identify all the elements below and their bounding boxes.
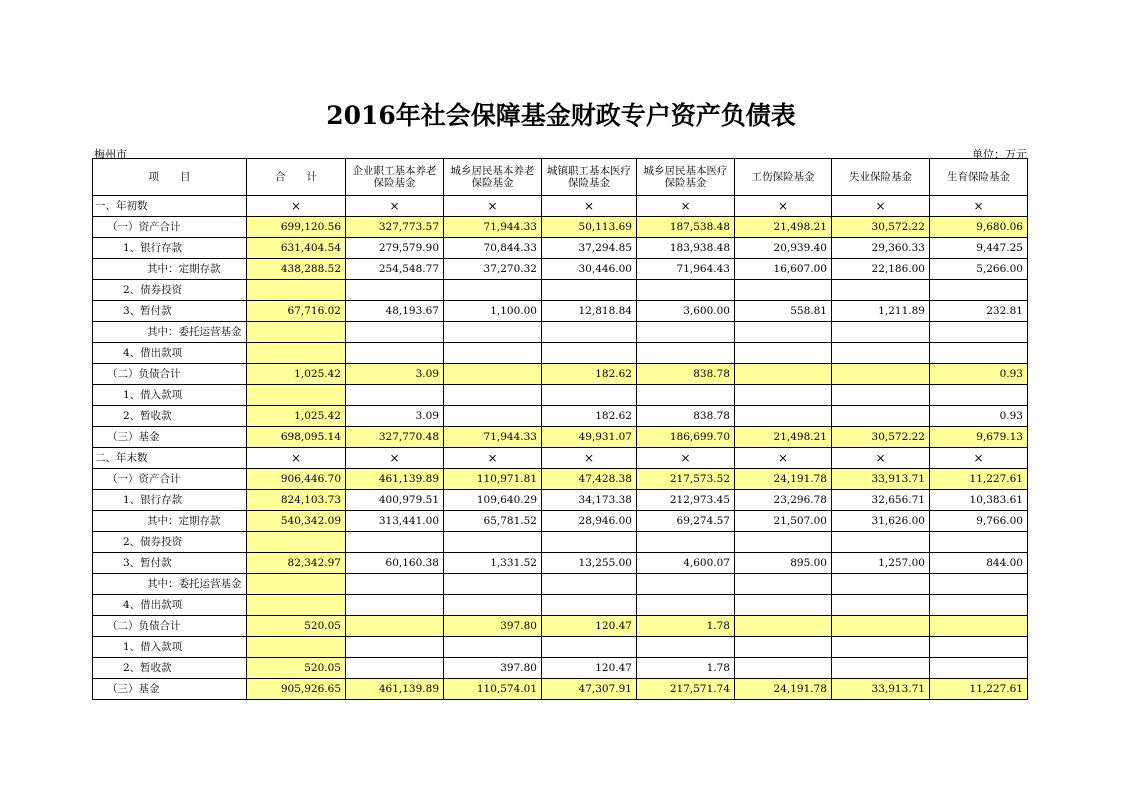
table-cell: 1,331.52 (444, 553, 542, 574)
table-cell (542, 595, 637, 616)
table-cell: 254,548.77 (346, 259, 444, 280)
table-row (93, 553, 1028, 574)
table-cell (444, 322, 542, 343)
table-cell (735, 364, 832, 385)
table-cell (832, 343, 930, 364)
col-header-employee-medical: 城镇职工基本医疗保险基金 (542, 159, 637, 196)
table-cell: 217,573.52 (637, 469, 735, 490)
balance-sheet-table (92, 158, 1028, 700)
table-row (93, 448, 1028, 469)
table-row (93, 637, 1028, 658)
row-label: （三）基金 (93, 427, 247, 448)
row-label: 2、债券投资 (93, 532, 247, 553)
table-cell (346, 322, 444, 343)
col-header-enterprise-pension: 企业职工基本养老保险基金 (346, 159, 444, 196)
table-cell: × (930, 196, 1028, 217)
table-cell (247, 280, 346, 301)
row-label: 1、银行存款 (93, 490, 247, 511)
table-cell (247, 574, 346, 595)
table-cell: 327,770.48 (346, 427, 444, 448)
table-cell (832, 364, 930, 385)
header-row (93, 159, 1028, 196)
table-cell: × (930, 448, 1028, 469)
table-cell: 13,255.00 (542, 553, 637, 574)
table-cell: 5,266.00 (930, 259, 1028, 280)
col-header-resident-medical: 城乡居民基本医疗保险基金 (637, 159, 735, 196)
table-cell: 48,193.67 (346, 301, 444, 322)
table-cell (444, 532, 542, 553)
table-cell: 24,191.78 (735, 679, 832, 700)
table-cell: 37,294.85 (542, 238, 637, 259)
table-cell: 9,680.06 (930, 217, 1028, 238)
table-cell: 397.80 (444, 616, 542, 637)
table-cell: 217,571.74 (637, 679, 735, 700)
table-cell (637, 385, 735, 406)
table-cell: 838.78 (637, 364, 735, 385)
table-row (93, 217, 1028, 238)
table-cell: × (832, 448, 930, 469)
row-label: 4、借出款项 (93, 343, 247, 364)
table-cell (346, 616, 444, 637)
table-row (93, 385, 1028, 406)
table-row (93, 532, 1028, 553)
table-cell: 50,113.69 (542, 217, 637, 238)
table-cell (735, 658, 832, 679)
table-cell: × (542, 448, 637, 469)
table-cell (346, 595, 444, 616)
table-row (93, 301, 1028, 322)
table-cell: 33,913.71 (832, 679, 930, 700)
table-cell: 438,288.52 (247, 259, 346, 280)
row-label: 3、暂付款 (93, 553, 247, 574)
row-label: 2、暂收款 (93, 658, 247, 679)
table-cell: 0.93 (930, 406, 1028, 427)
table-cell: 9,679.13 (930, 427, 1028, 448)
table-cell: 30,446.00 (542, 259, 637, 280)
row-label: 2、债券投资 (93, 280, 247, 301)
table-cell: 540,342.09 (247, 511, 346, 532)
table-cell (247, 637, 346, 658)
table-cell: 397.80 (444, 658, 542, 679)
table-cell: 838.78 (637, 406, 735, 427)
table-cell (542, 280, 637, 301)
table-cell: 279,579.90 (346, 238, 444, 259)
table-cell (735, 574, 832, 595)
col-header-item: 项 目 (93, 159, 247, 196)
table-cell: 895.00 (735, 553, 832, 574)
row-label: 1、借入款项 (93, 385, 247, 406)
table-cell: 400,979.51 (346, 490, 444, 511)
table-cell: 37,270.32 (444, 259, 542, 280)
row-label: 4、借出款项 (93, 595, 247, 616)
row-label: 3、暂付款 (93, 301, 247, 322)
table-cell (444, 280, 542, 301)
table-cell (444, 574, 542, 595)
table-row (93, 343, 1028, 364)
table-row (93, 595, 1028, 616)
table-cell: 1,025.42 (247, 406, 346, 427)
table-cell (444, 406, 542, 427)
table-cell: 1,211.89 (832, 301, 930, 322)
table-cell: 558.81 (735, 301, 832, 322)
table-row (93, 427, 1028, 448)
table-cell: 49,931.07 (542, 427, 637, 448)
table-cell: × (637, 196, 735, 217)
row-label: 2、暂收款 (93, 406, 247, 427)
table-cell: × (247, 196, 346, 217)
table-cell: 22,186.00 (832, 259, 930, 280)
row-label: （二）负债合计 (93, 364, 247, 385)
table-cell (832, 658, 930, 679)
table-cell (542, 322, 637, 343)
table-cell: 110,971.81 (444, 469, 542, 490)
table-cell (637, 574, 735, 595)
table-cell: 327,773.57 (346, 217, 444, 238)
table-cell (542, 343, 637, 364)
table-cell (832, 406, 930, 427)
table-cell: 232.81 (930, 301, 1028, 322)
table-cell: 120.47 (542, 616, 637, 637)
table-row (93, 490, 1028, 511)
table-cell (930, 343, 1028, 364)
table-cell (346, 658, 444, 679)
table-cell: 71,944.33 (444, 217, 542, 238)
row-label: 一、年初数 (93, 196, 247, 217)
table-cell (542, 532, 637, 553)
table-cell (444, 364, 542, 385)
row-label: 其中：定期存款 (93, 259, 247, 280)
table-cell: 31,626.00 (832, 511, 930, 532)
col-header-maternity: 生育保险基金 (930, 159, 1028, 196)
table-cell: 1,100.00 (444, 301, 542, 322)
table-cell: 182.62 (542, 406, 637, 427)
table-cell (930, 322, 1028, 343)
table-cell (930, 595, 1028, 616)
table-row (93, 574, 1028, 595)
table-cell: × (735, 448, 832, 469)
table-cell: 23,296.78 (735, 490, 832, 511)
table-cell (735, 637, 832, 658)
table-cell (832, 532, 930, 553)
table-cell (637, 322, 735, 343)
table-cell (444, 595, 542, 616)
table-cell (346, 637, 444, 658)
table-cell: 313,441.00 (346, 511, 444, 532)
col-header-resident-pension: 城乡居民基本养老保险基金 (444, 159, 542, 196)
table-cell: 29,360.33 (832, 238, 930, 259)
table-cell: 30,572.22 (832, 427, 930, 448)
table-cell (637, 343, 735, 364)
table-cell: × (346, 196, 444, 217)
table-cell (930, 574, 1028, 595)
table-cell: 16,607.00 (735, 259, 832, 280)
table-cell: 82,342.97 (247, 553, 346, 574)
table-cell (930, 637, 1028, 658)
table-cell: 120.47 (542, 658, 637, 679)
table-row (93, 469, 1028, 490)
table-cell: 824,103.73 (247, 490, 346, 511)
table-cell: 520.05 (247, 616, 346, 637)
table-row (93, 322, 1028, 343)
table-cell: × (542, 196, 637, 217)
table-cell: 28,946.00 (542, 511, 637, 532)
table-cell: 9,447.25 (930, 238, 1028, 259)
table-cell (832, 616, 930, 637)
row-label: （三）基金 (93, 679, 247, 700)
table-cell: 60,160.38 (346, 553, 444, 574)
table-cell (346, 532, 444, 553)
table-cell: 109,640.29 (444, 490, 542, 511)
table-cell (735, 532, 832, 553)
row-label: 其中：定期存款 (93, 511, 247, 532)
table-cell: 11,227.61 (930, 679, 1028, 700)
table-cell (346, 574, 444, 595)
table-cell (832, 280, 930, 301)
row-label: 1、银行存款 (93, 238, 247, 259)
table-cell: 1,257.00 (832, 553, 930, 574)
table-cell (735, 322, 832, 343)
table-row (93, 406, 1028, 427)
table-cell: 631,404.54 (247, 238, 346, 259)
table-cell (637, 280, 735, 301)
row-label: （一）资产合计 (93, 217, 247, 238)
table-cell: 461,139.89 (346, 469, 444, 490)
table-cell: 0.93 (930, 364, 1028, 385)
table-cell (247, 532, 346, 553)
row-label: 其中：委托运营基金 (93, 574, 247, 595)
table-cell: 70,844.33 (444, 238, 542, 259)
table-cell (735, 280, 832, 301)
row-label: 其中：委托运营基金 (93, 322, 247, 343)
table-cell: 4,600.07 (637, 553, 735, 574)
table-cell (346, 343, 444, 364)
table-cell: 32,656.71 (832, 490, 930, 511)
table-cell: 9,766.00 (930, 511, 1028, 532)
table-cell: 905,926.65 (247, 679, 346, 700)
table-row (93, 658, 1028, 679)
table-row (93, 238, 1028, 259)
table-cell: 182.62 (542, 364, 637, 385)
table-cell: 212,973.45 (637, 490, 735, 511)
table-cell: 10,383.61 (930, 490, 1028, 511)
table-cell: × (832, 196, 930, 217)
table-cell (542, 385, 637, 406)
table-cell (832, 637, 930, 658)
table-row (93, 280, 1028, 301)
table-cell: 21,507.00 (735, 511, 832, 532)
table-cell (637, 637, 735, 658)
table-cell (832, 595, 930, 616)
table-cell: 67,716.02 (247, 301, 346, 322)
table-cell (346, 385, 444, 406)
table-cell (735, 406, 832, 427)
table-cell (930, 385, 1028, 406)
table-cell: 698,095.14 (247, 427, 346, 448)
table-cell: 33,913.71 (832, 469, 930, 490)
table-cell (247, 385, 346, 406)
table-cell: × (247, 448, 346, 469)
unit-label: 单位：万元 (972, 148, 1027, 161)
table-cell (735, 343, 832, 364)
table-cell: 1.78 (637, 616, 735, 637)
table-cell: 183,938.48 (637, 238, 735, 259)
table-cell: 65,781.52 (444, 511, 542, 532)
table-cell (637, 595, 735, 616)
table-cell (735, 616, 832, 637)
table-cell: 24,191.78 (735, 469, 832, 490)
table-cell: 520.05 (247, 658, 346, 679)
table-cell: 844.00 (930, 553, 1028, 574)
table-cell: × (444, 448, 542, 469)
page-title: 2016年社会保障基金财政专户资产负债表 (326, 101, 796, 130)
table-cell: 71,964.43 (637, 259, 735, 280)
table-cell (930, 658, 1028, 679)
col-header-injury: 工伤保险基金 (735, 159, 832, 196)
table-cell: 906,446.70 (247, 469, 346, 490)
row-label: 1、借入款项 (93, 637, 247, 658)
table-cell: 71,944.33 (444, 427, 542, 448)
col-header-unemployment: 失业保险基金 (832, 159, 930, 196)
table-cell (346, 280, 444, 301)
table-cell (832, 322, 930, 343)
table-cell: 30,572.22 (832, 217, 930, 238)
table-cell: 3,600.00 (637, 301, 735, 322)
table-row (93, 616, 1028, 637)
table-cell (444, 637, 542, 658)
table-cell (542, 637, 637, 658)
table-cell: 21,498.21 (735, 217, 832, 238)
table-cell: 3.09 (346, 406, 444, 427)
table-cell: × (637, 448, 735, 469)
table-cell: × (444, 196, 542, 217)
row-label: （一）资产合计 (93, 469, 247, 490)
table-cell (247, 322, 346, 343)
row-label: （二）负债合计 (93, 616, 247, 637)
table-cell (247, 343, 346, 364)
table-cell (735, 385, 832, 406)
table-cell: 12,818.84 (542, 301, 637, 322)
table-cell: 3.09 (346, 364, 444, 385)
region-label: 梅州市 (94, 148, 127, 161)
col-header-total: 合 计 (247, 159, 346, 196)
table-cell: 1,025.42 (247, 364, 346, 385)
table-cell (637, 532, 735, 553)
table-cell: 47,307.91 (542, 679, 637, 700)
table-row (93, 196, 1028, 217)
table-cell: 110,574.01 (444, 679, 542, 700)
table-cell: 187,538.48 (637, 217, 735, 238)
table-cell: 21,498.21 (735, 427, 832, 448)
row-label: 二、年末数 (93, 448, 247, 469)
table-cell: 47,428.38 (542, 469, 637, 490)
table-cell: × (735, 196, 832, 217)
table-cell (930, 532, 1028, 553)
table-cell: 34,173.38 (542, 490, 637, 511)
table-cell: 461,139.89 (346, 679, 444, 700)
table-cell (247, 595, 346, 616)
table-cell: 1.78 (637, 658, 735, 679)
table-cell: 69,274.57 (637, 511, 735, 532)
table-cell (444, 385, 542, 406)
table-cell: × (346, 448, 444, 469)
table-cell (735, 595, 832, 616)
table-cell: 11,227.61 (930, 469, 1028, 490)
table-cell (444, 343, 542, 364)
table-cell: 20,939.40 (735, 238, 832, 259)
table-row (93, 679, 1028, 700)
table-body (93, 196, 1028, 700)
table-row (93, 259, 1028, 280)
table-cell (832, 574, 930, 595)
table-cell (930, 616, 1028, 637)
table-cell (832, 385, 930, 406)
table-row (93, 364, 1028, 385)
table-cell: 186,699.70 (637, 427, 735, 448)
table-cell (930, 280, 1028, 301)
table-cell: 699,120.56 (247, 217, 346, 238)
table-cell (542, 574, 637, 595)
table-row (93, 511, 1028, 532)
